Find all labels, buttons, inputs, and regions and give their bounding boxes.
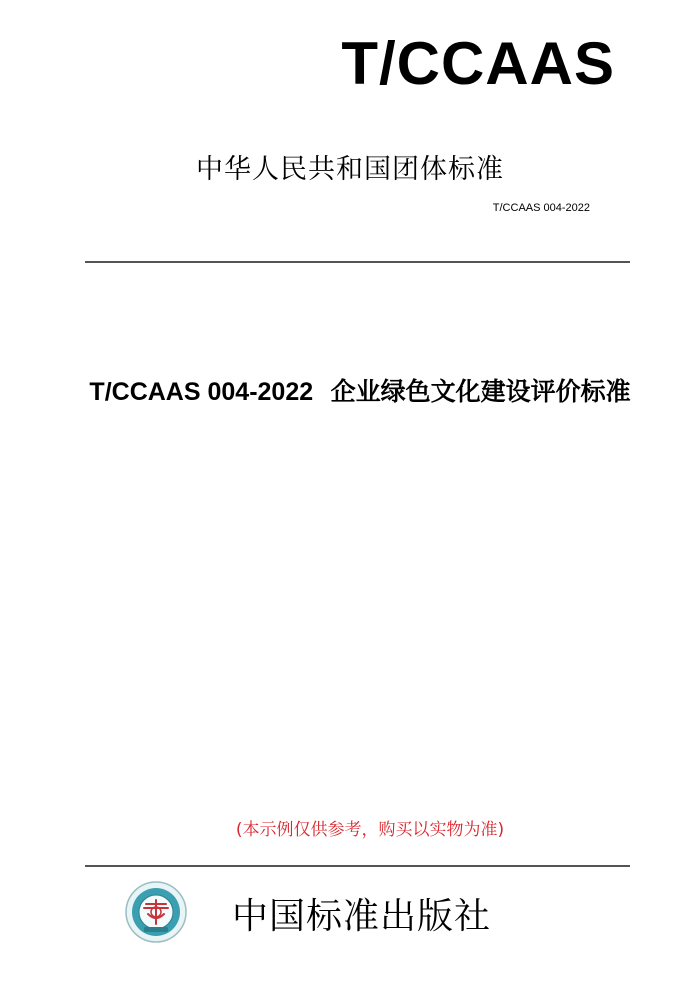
document-title-text: 企业绿色文化建设评价标准 — [330, 377, 631, 406]
brand-code: T/CCAAS — [341, 30, 615, 97]
org-title: 中华人民共和国团体标准 — [196, 154, 504, 185]
sample-note: (本示例仅供参考，购买以实物为准) — [235, 820, 505, 840]
document-title-code: T/CCAAS 004-2022 — [89, 378, 314, 406]
publisher-seal-icon — [124, 880, 188, 944]
publisher-name: 中国标准出版社 — [232, 896, 492, 937]
top-divider — [85, 261, 630, 263]
bottom-divider — [85, 865, 630, 867]
document-title — [40, 376, 680, 408]
standard-number: T/CCAAS 004-2022 — [492, 202, 590, 214]
